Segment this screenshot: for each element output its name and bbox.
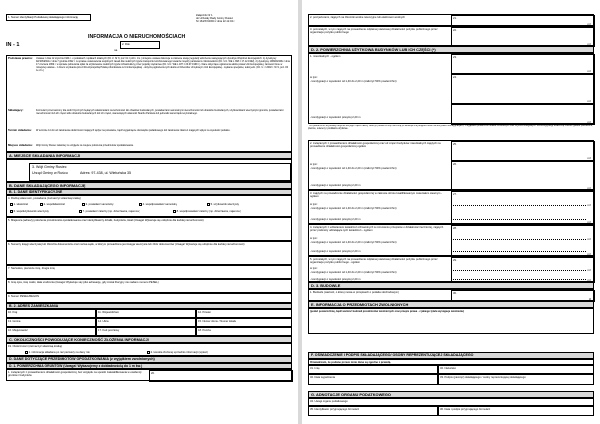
- structures-value[interactable]: [451, 290, 595, 302]
- street-label: 14. Ulica: [98, 319, 109, 323]
- tax-office-name: 3. Wójt Gminy Rusiec: [32, 165, 67, 169]
- height-high-label: - kondygnacji o wysokości powyżej 2,20 m: [310, 184, 361, 187]
- full-name-label: 7. Nazwisko, pierwsze imię, drugie imię: [8, 266, 55, 270]
- opt-label: 5. użytkownik wieczysty: [210, 203, 239, 207]
- section-g-header: G. ADNOTACJE ORGANU PODATKOWEGO: [308, 391, 594, 398]
- residential-split-value[interactable]: [451, 74, 595, 104]
- place-text: Wójt Gminy Rusiec właściwy ze względu na miejsce położenia przedmiotów opodatkowania.: [36, 144, 134, 147]
- property-location-field[interactable]: [6, 217, 292, 241]
- unit-label: m²: [587, 202, 591, 207]
- place-label: Miejsce składania:: [8, 144, 33, 147]
- dotted-line: [453, 205, 586, 206]
- unit-label: m²: [587, 21, 591, 26]
- province-label: 11. Województwo: [98, 310, 119, 314]
- attachment-line-1: Załącznik Nr 1: [196, 14, 213, 17]
- form-title: INFORMACJA O NIERUCHOMOŚCIACH: [88, 34, 186, 40]
- opt-label: 8. współposiadacz zależny (np. dzierżawca, najemca ): [176, 210, 242, 214]
- unit-label: m²: [587, 98, 591, 103]
- unit-label: m²: [587, 185, 591, 190]
- height-low-label: - kondygnacji o wysokości od 1,40 do 2,20 m (zaliczyć 50% powierzchni): [310, 167, 397, 170]
- parents-birthdate-field[interactable]: [6, 279, 292, 293]
- land-register-field[interactable]: [6, 241, 292, 265]
- office-notes-field[interactable]: [308, 398, 594, 406]
- district-field[interactable]: [196, 309, 292, 318]
- land-water-row: [308, 14, 594, 26]
- ownership-opt-3[interactable]: [82, 203, 114, 206]
- checkbox-icon[interactable]: [207, 203, 210, 206]
- checkbox-icon[interactable]: [79, 210, 82, 213]
- filer-text: Formularz przeznaczony dla osób fizycznych będących właścicielami nieruchomości lub obiektów budowlanych, posiadaczami samoistnymi nieruchomości lub obiektów budowlanych, użytkownikami wieczystymi gruntów, posiadaczami nieruchomości lub ich części albo obiektów budowlanych lub ich części, stanowiących własność Skarbu Państwa lub jednostki samorządu terytorialnego.: [36, 109, 284, 116]
- last-name-field[interactable]: [438, 365, 594, 374]
- property-location-label: 5. Miejsce/a (adres/y) położenia przedmiotów opodatkowania oraz identyfikator/y działki, budynków, lokali (Uwaga! Wykazuje się odrębnie dla każdej nieruchomości): [8, 218, 204, 222]
- pesel-label: 9. Numer PESEL/REGON: [8, 294, 40, 298]
- ownership-opt-1[interactable]: [10, 203, 28, 206]
- opt-label: 2. korekta złożonej uprzednio informacji (wykaz): [150, 351, 208, 355]
- section-b-header: B. DANE SKŁADAJĄCEGO INFORMACJĘ: [6, 182, 292, 189]
- height-high-label: - kondygnacji o wysokości powyżej 2,20 m: [310, 250, 361, 253]
- unit-label: m²: [587, 68, 591, 73]
- opt-label: 6. współużytkownik wieczysty: [13, 210, 49, 214]
- ownership-opt-8[interactable]: [173, 210, 241, 213]
- checkbox-icon[interactable]: [10, 210, 13, 213]
- checkbox-icon[interactable]: [82, 203, 85, 206]
- land-register-label: 6. Numer/y księgi wieczystej lub zbiór/ów dokumentów oraz nazwa sądu, w którym prowadzona jest księga wieczysta lub zbiór dokumentów (Uwaga! Wykazuje się odrębnie dla każdej nieruchomości): [8, 242, 245, 246]
- health-label: 4. związanych z udzielaniem świadczeń zdrowotnych w rozumieniu przepisów o działalności leczniczej, zajętych przez podmioty udzielające tych świadczeń - ogółem: [310, 226, 444, 233]
- land-business-row: [6, 369, 292, 381]
- country-label: 10. Kraj: [8, 310, 18, 314]
- health-block: [308, 224, 594, 256]
- land-other-row: [308, 26, 594, 46]
- business-label: 2. związanych z prowadzeniem działalności gospodarczej oraz od części budynków mieszkalnych zajętych na prowadzenie działalności gospodarczej ogółem: [310, 142, 441, 149]
- field-number: 24.: [453, 75, 457, 79]
- attachment-note: [196, 14, 276, 23]
- field-number: 21.: [453, 16, 457, 20]
- opt-label: 4. współposiadacz samoistny: [142, 203, 178, 207]
- land-other-label: 3. pozostałych, w tym zajętych na prowadzenie odpłatnej statutowej działalności pożytku publicznego przez organizacje pożytku publicznego: [310, 28, 438, 35]
- opt-label: 3. posiadacz samoistny: [85, 203, 114, 207]
- area-footnote: * Do powierzchni użytkowej budynku lub jego części należy zaliczyć powierzchnię mierzoną po wewnętrznej długości ścian na wszystkich kondygnacjach, z wyjątkiem powierzchni klatek schodowych oraz szybów dźwigowych. Za kondygnację uważa się również garaże podziemne, piwnice, sutereny i poddasza użytkowe.: [308, 125, 593, 130]
- in-that-label: w tym:: [310, 163, 318, 166]
- in-that-label: w tym:: [310, 76, 318, 79]
- form-page-right: [302, 0, 600, 424]
- unit-label: m²: [587, 219, 591, 224]
- dotted-line: [453, 251, 586, 252]
- in-that-label: w tym:: [310, 237, 318, 240]
- dotted-line: [453, 279, 586, 280]
- declaration-text: Oświadczam, że podane przeze mnie dane są zgodne z prawdą.: [310, 361, 391, 364]
- unit-label: m²: [587, 277, 591, 282]
- unit-label: m²: [587, 251, 591, 256]
- ownership-opt-7[interactable]: [79, 210, 140, 213]
- height-low-label: - kondygnacji o wysokości od 1,40 do 2,20 m (zaliczyć 50% powierzchni): [310, 271, 397, 274]
- post-office-label: 18. Poczta: [198, 328, 211, 332]
- dotted-line: [453, 239, 586, 240]
- first-name-field[interactable]: [308, 365, 438, 374]
- street-field[interactable]: [96, 318, 196, 327]
- height-low-label: - kondygnacji o wysokości od 1,40 do 2,20 m (zaliczyć 50% powierzchni): [310, 207, 397, 210]
- fill-date-field[interactable]: [308, 374, 438, 385]
- tax-office-field[interactable]: [29, 163, 291, 181]
- commune-field[interactable]: [6, 318, 96, 327]
- city-field[interactable]: [6, 327, 96, 336]
- tax-office-unit: Urząd Gminy w Ruścu: [32, 171, 68, 175]
- receiver-id-label: 35. Identyfikator przyjmującego formularz: [310, 407, 360, 411]
- section-d3-header: D. 3. BUDOWLE: [308, 282, 594, 289]
- pesel-field[interactable]: [6, 293, 292, 303]
- circumstances-opt-1[interactable]: [25, 351, 90, 354]
- residential-total-value[interactable]: [451, 54, 595, 74]
- checkbox-icon[interactable]: [40, 203, 43, 206]
- section-a-header: A. MIEJSCE SKŁADANIA INFORMACJI: [6, 152, 292, 159]
- country-field[interactable]: [6, 309, 96, 318]
- section-d2-header: D. 2. POWIERZCHNIA UŻYTKOWA BUDYNKÓW LUB ICH CZĘŚCI (*): [308, 46, 594, 53]
- checkbox-icon[interactable]: [10, 203, 13, 206]
- house-number-field[interactable]: [196, 318, 292, 327]
- height-high-label: - kondygnacji o wysokości powyżej 2,20 m: [310, 116, 361, 119]
- unit-label: m²: [587, 41, 591, 46]
- deadline-label: Termin składania:: [8, 129, 32, 132]
- nip-field[interactable]: [6, 14, 91, 21]
- exemptions-hint: (podać powierzchnię, bądź wartość budowli przedmiotów zwolnionych oraz przepis prawa - z jakiego tytułu występuje zwolnienie): [310, 309, 465, 313]
- field-number: 27.: [453, 192, 457, 196]
- business-total-value[interactable]: [451, 141, 595, 161]
- business-split-value[interactable]: [451, 161, 595, 191]
- land-business-value[interactable]: [149, 370, 293, 382]
- field-number: 25.: [453, 142, 457, 146]
- year-field[interactable]: [120, 41, 160, 49]
- filer-label: Składający:: [8, 109, 24, 112]
- seed-block: [308, 190, 594, 224]
- unit-label: m²: [587, 267, 591, 272]
- land-business-label: 1. związanych z prowadzeniem działalności gospodarczej, bez względu na sposób zakwalifikowania w ewidencji gruntów i budynków: [8, 371, 142, 378]
- dotted-line: [453, 219, 586, 220]
- section-d1-header: D. 1. POWIERZCHNIA GRUNTÓW (Uwaga! Wykazujemy z dokładnością do 1 m kw.): [6, 363, 292, 369]
- circumstances-opt-2[interactable]: [147, 351, 208, 354]
- form-page-left: [0, 0, 298, 424]
- office-notes-label: 34. Uwagi organu podatkowego: [310, 399, 348, 403]
- height-low-label: - kondygnacji o wysokości od 1,40 do 2,20 m (zaliczyć 50% powierzchni): [310, 80, 397, 83]
- in-that-label: w tym:: [310, 267, 318, 270]
- deadline-text: W terminie 14 dni od zaistnienia okoliczności mających wpływ na powstanie, bądź wygaśnięcie obowiązku podatkowego lub zaistnienia zdarzeń mających wpływ na wysokość podatku.: [36, 129, 231, 132]
- land-water-label: 2. pod jeziorami, zajętych na zbiorniki wodne retencyjne lub elektrowni wodnych: [310, 16, 406, 19]
- year-label: 2. Rok: [122, 42, 130, 46]
- last-name-label: 32. Nazwisko: [440, 366, 456, 370]
- other-buildings-block: [308, 256, 594, 282]
- land-water-value[interactable]: [451, 15, 595, 27]
- instructions-box: [6, 55, 292, 152]
- height-high-label: - kondygnacji o wysokości powyżej 2,20 m: [310, 218, 361, 221]
- tax-office-address: Adres: 97-438, ul. Wieluńska 35: [80, 171, 131, 175]
- legal-basis-label: Podstawa prawna:: [8, 57, 33, 60]
- other-buildings-label: 5. pozostałych, w tym zajętych na prowadzenie odpłatnej statutowej działalności pożytku publicznego przez organizacje pożytku publicznego - ogółem: [310, 258, 438, 265]
- tax-office-box: [6, 159, 292, 182]
- checkbox-icon[interactable]: [25, 351, 28, 354]
- opt-label: 1. właściciel: [13, 203, 28, 207]
- residential-label: 1. mieszkalnych - ogółem: [310, 55, 341, 58]
- residential-high-value[interactable]: [451, 104, 595, 125]
- attachment-line-2: do Uchwały Rady Gminy Rusiec: [196, 17, 234, 20]
- seed-value[interactable]: [451, 191, 595, 225]
- section-d-header: D. DANE DOTYCZĄCE PRZEDMIOTÓW OPODATKOWANIA (z wyjątkiem zwolnionych): [6, 356, 292, 363]
- height-low-label: - kondygnacji o wysokości od 1,40 do 2,20 m (zaliczyć 50% powierzchni): [310, 241, 397, 244]
- ownership-opt-4[interactable]: [139, 203, 177, 206]
- exemptions-field[interactable]: [308, 308, 594, 334]
- signature-label: 33. Podpis (pieczęć) składającego / osoby reprezentującej składającego: [440, 375, 526, 379]
- field-number: 28.: [453, 226, 457, 230]
- checkbox-icon[interactable]: [147, 351, 150, 354]
- section-e-header: E. INFORMACJA O PRZEDMIOTACH ZWOLNIONYCH: [308, 301, 594, 308]
- field-number: 20.: [151, 371, 155, 375]
- first-name-label: 31. Imię: [310, 366, 320, 370]
- section-b1-header: B. 1. DANE IDENTYFIKACYJNE: [6, 189, 292, 195]
- commune-label: 13. Gmina: [8, 319, 21, 323]
- unit-label: zł: [588, 296, 591, 301]
- checkbox-icon[interactable]: [173, 210, 176, 213]
- fill-date-label: 32. Data wypełnienia: [310, 375, 335, 379]
- full-name-field[interactable]: [6, 265, 292, 279]
- opt-label: 2. współwłaściciel: [43, 203, 65, 207]
- province-field[interactable]: [96, 309, 196, 318]
- unit-label: m²: [587, 236, 591, 241]
- ownership-opt-6[interactable]: [10, 210, 49, 213]
- attachment-line-3: Nr 164/XX/2004 z dnia 22.12.04 r.: [196, 20, 236, 23]
- circumstances-field: [6, 343, 292, 356]
- section-b2-header: B. 2. ADRES ZAMIESZKANIA: [6, 303, 292, 309]
- field-number: 22.: [453, 28, 457, 32]
- business-block: [308, 140, 594, 190]
- opt-label: 7. posiadacz zależny (np. dzierżawca, najemca ): [82, 210, 141, 214]
- nip-label: 1. Numer identyfikacji Podatkowej składającego informację: [8, 15, 78, 19]
- receiver-signature-label: 36. Data i podpis przyjmującego formularz: [440, 407, 491, 411]
- structures-row: [308, 289, 594, 301]
- circumstances-label: 19. Okoliczności (zaznaczyć właściwą kratkę): [8, 345, 63, 348]
- ownership-type-field: [6, 195, 292, 217]
- legal-basis-text: Ustawa z dnia 12 stycznia 1991 r. o podatkach i opłatach lokalnych (Dz.U. Nr 9, poz 31 z późn. zm.) niniejsze ustawa dokonuje w zakresie swojej regulacji wdrożenia następujących dyrektyw Wspólnot Europejskich: 1) dyrektywy 92/106/EWG z dnia 7 grudnia 1992 r. w sprawie ustanowienia wspólnych zasad dla niektórych typów transportu kombinowanego towarów między państwami członkowskimi (Dz. Urz. WE L 368 z 17.12.1992), 2) dyrektywy 1999/62/WE z dnia 17 czerwca 1999 r. w sprawie pobierania opłat za użytkowanie niektórych typów infrastruktury przez pojazdy ciężarowe (Dz. Urz. WE L 187 z 20.07.1999 r.). Dane dotyczące ogłoszenia aktów prawa Unii Europejskiej, zamieszczone w niniejszej ustawie - z dniem uzyskania przez Rzeczpospolitą Polską członkostwa w Unii Europejskiej - dotyczą ogłoszenia tych aktów w Dzienniku Urzędowym Unii Europejskiej - wydanie specjalne; tekst jedn. (Dz. U. z 2002 r. Nr 9, poz. 84 ze zm.): [36, 57, 290, 73]
- signature-field[interactable]: [438, 374, 594, 385]
- na-label: na: [114, 48, 118, 52]
- postal-code-label: 17. Kod pocztowy: [98, 328, 120, 332]
- postal-code-field[interactable]: [96, 327, 196, 336]
- field-number: 26.: [453, 162, 457, 166]
- unit-label: m²: [587, 119, 591, 124]
- district-label: 12. Powiat: [198, 310, 211, 314]
- height-high-label: - kondygnacji o wysokości powyżej 2,20 m: [310, 278, 361, 281]
- checkbox-icon[interactable]: [139, 203, 142, 206]
- city-label: 16. Miejscowość: [8, 328, 28, 332]
- in-that-label: w tym:: [310, 203, 318, 206]
- receiver-id-field[interactable]: [308, 406, 438, 416]
- ownership-opt-5[interactable]: [207, 203, 239, 206]
- field-number: 23.: [453, 55, 457, 59]
- unit-label: m²: [587, 155, 591, 160]
- ownership-type-label: 4. Rodzaj własności, posiadania (zaznaczyć właściwą kratkę): [8, 197, 81, 200]
- form-code: IN - 1: [6, 42, 20, 48]
- health-value[interactable]: [451, 225, 595, 257]
- ownership-opt-2[interactable]: [40, 203, 65, 206]
- other-buildings-value[interactable]: [451, 257, 595, 283]
- post-office-field[interactable]: [196, 327, 292, 336]
- house-number-label: 15. Numer domu / Numer lokalu: [198, 319, 237, 323]
- section-f-header: F. OŚWIADCZENIE I PODPIS SKŁADAJĄCEGO/ OSOBY REPREZENTUJĄCEJ SKŁADAJĄCEGO: [308, 352, 594, 359]
- opt-label: 1. informacja składana po raz pierwszy na dany rok: [28, 351, 90, 355]
- parents-birthdate-label: 8. Imię ojca, imię matki, data urodzenia (Uwaga! Wykazuje się tylko adresację, gdy został Rucyjny nie nadano numeru PESEL): [8, 280, 159, 284]
- field-number: 30.: [453, 291, 457, 295]
- residential-block: [308, 53, 594, 124]
- seed-label: 3. zajętych na prowadzenie działalności gospodarczej w zakresie obrotu kwalifikowanym materiałem siewnym - ogółem: [310, 192, 443, 199]
- land-other-value[interactable]: [451, 27, 595, 47]
- structures-label: 1. Budowle (wartość, o której mowa w przepisach o podatku dochodowym): [310, 291, 399, 294]
- receiver-signature-field[interactable]: [438, 406, 594, 416]
- dotted-line: [453, 270, 586, 271]
- field-number: 29.: [453, 258, 457, 262]
- section-c-header: C. OKOLICZNOŚCI POWODUJĄCE KONIECZNOŚĆ ZŁOŻENIA INFORMACJI: [6, 336, 292, 343]
